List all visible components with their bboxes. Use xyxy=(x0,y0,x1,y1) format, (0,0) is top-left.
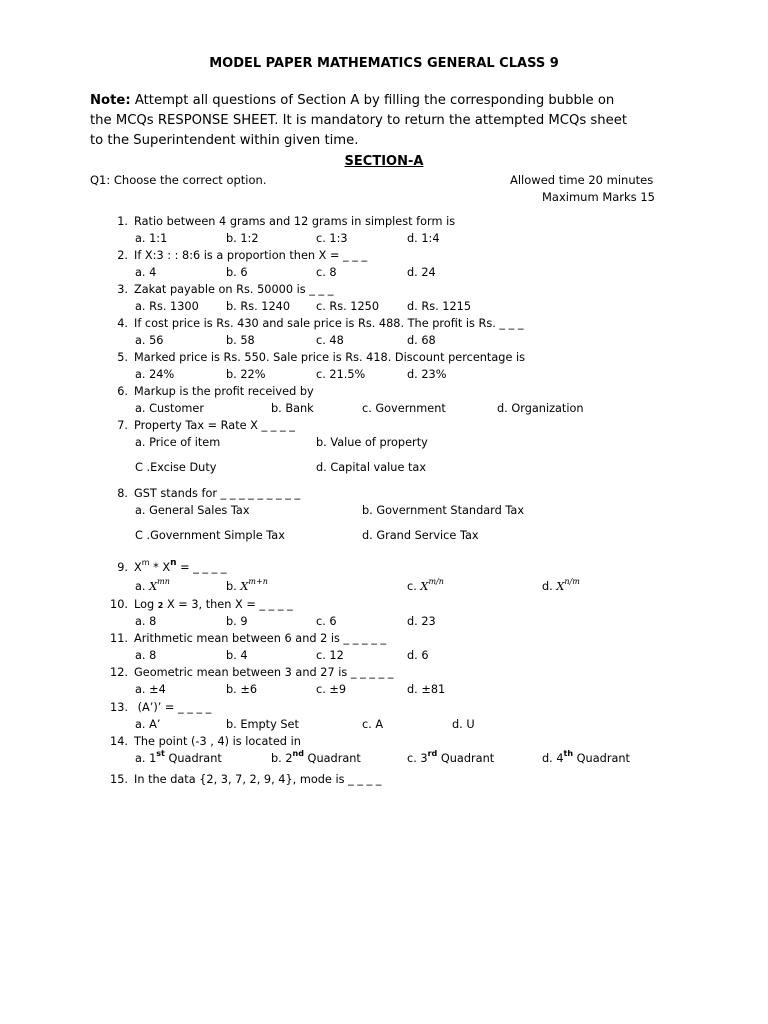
option-c[interactable]: c. 8 xyxy=(316,266,337,279)
page-title: MODEL PAPER MATHEMATICS GENERAL CLASS 9 xyxy=(209,56,559,71)
option-a[interactable]: a. 1st Quadrant xyxy=(135,749,222,765)
option-d[interactable]: d. 68 xyxy=(407,334,436,347)
option-c[interactable]: c. 3rd Quadrant xyxy=(407,749,495,765)
option-a[interactable]: a. 8 xyxy=(135,615,157,628)
max-marks: Maximum Marks 15 xyxy=(542,190,655,204)
option-a[interactable]: a. Rs. 1300 xyxy=(135,300,199,313)
note-line-1: Attempt all questions of Section A by filling the corresponding bubble on xyxy=(134,93,615,108)
option-a[interactable]: a. A’ xyxy=(135,718,161,731)
question-6: 6. Markup is the profit received by xyxy=(117,385,314,398)
option-c[interactable]: c. Government xyxy=(362,402,446,415)
expr-exponent: n xyxy=(170,558,177,568)
question-9: 9. $X^m * X^n$ = _ _ _ _ xyxy=(117,558,227,574)
question-7: 7. Property Tax = Rate X _ _ _ _ xyxy=(117,419,295,432)
question-text: If X:3 : : 8:6 is a proportion then X = _ _ _ xyxy=(134,249,368,262)
option-b[interactable]: b. 4 xyxy=(226,649,248,662)
option-b[interactable]: b. 22% xyxy=(226,368,266,381)
question-text: If cost price is Rs. 430 and sale price is Rs. 488. The profit is Rs. _ _ _ xyxy=(134,317,524,330)
option-a[interactable]: a. $X^{mn}$ xyxy=(135,577,170,593)
option-c[interactable]: c. Rs. 1250 xyxy=(316,300,380,313)
option-a[interactable]: a. 1:1 xyxy=(135,232,168,245)
question-text: GST stands for _ _ _ _ _ _ _ _ _ xyxy=(134,487,301,500)
question-text: Zakat payable on Rs. 50000 is _ _ _ xyxy=(134,283,334,296)
option-b[interactable]: b. ±6 xyxy=(226,683,258,696)
expr-tail: = _ _ _ _ xyxy=(176,561,227,574)
option-b[interactable]: b. Value of property xyxy=(316,436,428,449)
option-c[interactable]: c. $X^{m/n}$ xyxy=(407,577,444,593)
option-c[interactable]: c. 1:3 xyxy=(316,232,348,245)
question-1: 1. Ratio between 4 grams and 12 grams in simplest form is xyxy=(117,215,456,228)
option-d[interactable]: d. 23% xyxy=(407,368,447,381)
section-title: SECTION-A xyxy=(344,154,424,169)
option-c[interactable]: c. 48 xyxy=(316,334,344,347)
option-a[interactable]: a. General Sales Tax xyxy=(135,504,250,517)
option-d[interactable]: d. Rs. 1215 xyxy=(407,300,472,313)
question-text: The point (-3 , 4) is located in xyxy=(134,735,301,748)
option-b[interactable]: b. Bank xyxy=(271,402,314,415)
option-d[interactable]: d. Grand Service Tax xyxy=(362,529,479,542)
option-a[interactable]: a. ±4 xyxy=(135,683,166,696)
question-text: Markup is the profit received by xyxy=(134,385,314,398)
option-c[interactable]: c. 6 xyxy=(316,615,337,628)
option-c[interactable]: c. 21.5% xyxy=(316,368,366,381)
question-text: In the data {2, 3, 7, 2, 9, 4}, mode is _ _ _ _ xyxy=(134,773,382,786)
option-c[interactable]: c. ±9 xyxy=(316,683,347,696)
note-label: Note: xyxy=(90,93,131,108)
option-d[interactable]: d. Capital value tax xyxy=(316,461,427,474)
question-text: Arithmetic mean between 6 and 2 is _ _ _ _ _ xyxy=(134,632,387,645)
expr-exponent: m xyxy=(141,558,150,567)
question-text: (A’)’ = _ _ _ _ xyxy=(134,701,212,714)
option-b[interactable]: b. 2nd Quadrant xyxy=(271,749,361,765)
option-d[interactable]: d. ±81 xyxy=(407,683,446,696)
option-a[interactable]: a. 8 xyxy=(135,649,157,662)
question-15: 15. In the data {2, 3, 7, 2, 9, 4}, mode is _ _ _ _ xyxy=(110,773,382,786)
option-d[interactable]: d. U xyxy=(452,718,475,731)
option-c[interactable]: C .Government Simple Tax xyxy=(135,529,285,542)
question-text: Geometric mean between 3 and 27 is _ _ _ _ _ xyxy=(134,666,394,679)
instruction: Q1: Choose the correct option. xyxy=(90,173,267,187)
option-c[interactable]: c. A xyxy=(362,718,384,731)
option-b[interactable]: b. Rs. 1240 xyxy=(226,300,291,313)
option-d[interactable]: d. 24 xyxy=(407,266,436,279)
question-text: Property Tax = Rate X _ _ _ _ xyxy=(134,419,295,432)
question-text: Ratio between 4 grams and 12 grams in simplest form is xyxy=(134,215,456,228)
option-b[interactable]: b. Government Standard Tax xyxy=(362,504,525,517)
question-2: 2. If X:3 : : 8:6 is a proportion then X = _ _ _ xyxy=(117,249,368,262)
question-14: 14. The point (-3 , 4) is located in xyxy=(110,735,301,748)
question-10: 10. Log 2 X = 3, then X = _ _ _ _ xyxy=(110,598,293,611)
expr-operator: * X xyxy=(149,561,171,574)
option-d[interactable]: d. $X^{n/m}$ xyxy=(542,577,580,593)
expr-base: X xyxy=(134,561,142,574)
note-line-3: to the Superintendent within given time. xyxy=(90,133,359,148)
log-base: 2 xyxy=(157,601,164,610)
option-c[interactable]: C .Excise Duty xyxy=(135,461,217,474)
option-d[interactable]: d. Organization xyxy=(497,402,584,415)
option-c[interactable]: c. 12 xyxy=(316,649,344,662)
option-b[interactable]: b. 9 xyxy=(226,615,248,628)
option-d[interactable]: d. 23 xyxy=(407,615,436,628)
option-a[interactable]: a. 56 xyxy=(135,334,164,347)
question-4: 4. If cost price is Rs. 430 and sale price is Rs. 488. The profit is Rs. _ _ _ xyxy=(117,317,524,330)
option-b[interactable]: b. $X^{m+n}$ xyxy=(226,577,268,593)
option-b[interactable]: b. 58 xyxy=(226,334,255,347)
option-b[interactable]: b. Empty Set xyxy=(226,718,299,731)
option-b[interactable]: b. 6 xyxy=(226,266,248,279)
option-a[interactable]: a. 4 xyxy=(135,266,157,279)
question-13: 13. (A’)’ = _ _ _ _ xyxy=(110,701,212,714)
allowed-time: Allowed time 20 minutes xyxy=(510,173,654,187)
question-3: 3. Zakat payable on Rs. 50000 is _ _ _ xyxy=(117,283,334,296)
note-line-2: the MCQs RESPONSE SHEET. It is mandatory to return the attempted MCQs sheet xyxy=(90,113,628,128)
option-d[interactable]: d. 6 xyxy=(407,649,429,662)
option-d[interactable]: d. 1:4 xyxy=(407,232,440,245)
question-11: 11. Arithmetic mean between 6 and 2 is _ _ _ _ _ xyxy=(110,632,387,645)
question-8: 8. GST stands for _ _ _ _ _ _ _ _ _ xyxy=(117,487,301,500)
option-a[interactable]: a. Customer xyxy=(135,402,204,415)
option-a[interactable]: a. 24% xyxy=(135,368,175,381)
question-12: 12. Geometric mean between 3 and 27 is _ _ _ _ _ xyxy=(110,666,394,679)
question-5: 5. Marked price is Rs. 550. Sale price is Rs. 418. Discount percentage is xyxy=(117,351,526,364)
option-a[interactable]: a. Price of item xyxy=(135,436,221,449)
question-text: Marked price is Rs. 550. Sale price is Rs. 418. Discount percentage is xyxy=(134,351,526,364)
option-d[interactable]: d. 4th Quadrant xyxy=(542,749,630,765)
option-b[interactable]: b. 1:2 xyxy=(226,232,259,245)
